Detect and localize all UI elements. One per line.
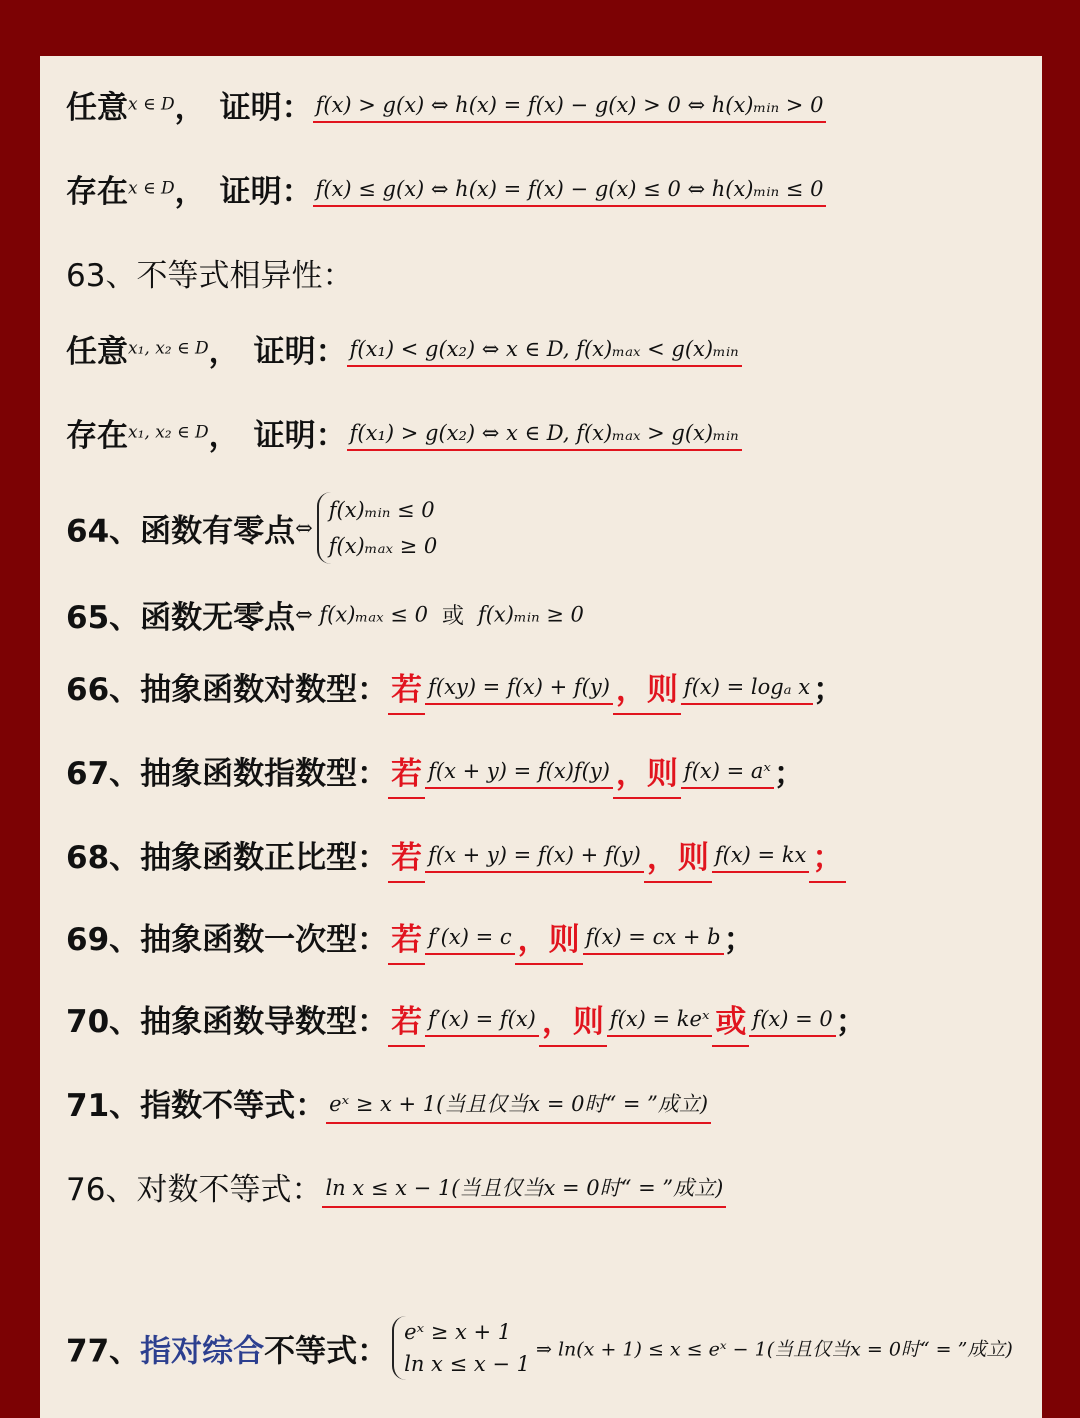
row-exist-x xyxy=(66,166,826,211)
then-keyword: 则 xyxy=(646,672,678,708)
condition: f(x + y) = f(x) + f(y) xyxy=(428,842,641,867)
heading-70-title: 70、抽象函数导数型： xyxy=(66,1004,389,1040)
formula: ⇒ ln(x + 1) ≤ x ≤ eˣ − 1(当且仅当x = 0时“ = ”成立) xyxy=(536,1338,1013,1361)
heading-77-number: 77、 xyxy=(66,1333,141,1370)
heading-71-title: 71、指数不等式： xyxy=(66,1088,327,1124)
heading-63-title: 63、不等式相异性： xyxy=(66,258,354,294)
if-keyword: 若 xyxy=(391,756,423,792)
if-keyword: 若 xyxy=(391,922,423,958)
label-exist: 存在 xyxy=(66,174,128,210)
label-exist: 存在 xyxy=(66,418,128,454)
comma: ， xyxy=(517,922,549,958)
formula: f(x₁) < g(x₂) ⇔ x ∈ D, f(x)ₘₐₓ < g(x)ₘᵢₙ xyxy=(349,336,739,361)
if-keyword: 若 xyxy=(391,840,423,876)
formula: f(x)ₘᵢₙ ≥ 0 xyxy=(477,602,584,627)
formula: eˣ ≥ x + 1(当且仅当x = 0时“ = ”成立) xyxy=(329,1091,709,1116)
row-any-x xyxy=(66,82,826,127)
label-any: 任意 xyxy=(66,90,128,126)
semicolon: ； xyxy=(723,922,755,958)
heading-68-title: 68、抽象函数正比型： xyxy=(66,840,389,876)
heading-71 xyxy=(66,1080,711,1125)
formula: f(x) ≤ g(x) ⇔ h(x) = f(x) − g(x) ≤ 0 ⇔ h(x)ₘᵢₙ ≤ 0 xyxy=(315,176,824,201)
semicolon: ； xyxy=(813,672,845,708)
system-line-2: f(x)ₘₐₓ ≥ 0 xyxy=(328,534,438,558)
condition: f(x + y) = f(x)f(y) xyxy=(428,758,610,783)
result: f(x) = keˣ xyxy=(609,1006,710,1031)
result: f(x) = logₐ x xyxy=(683,674,811,699)
heading-66 xyxy=(66,664,844,715)
row-any-x1-x2 xyxy=(66,326,742,371)
result-alt: f(x) = 0 xyxy=(752,1006,833,1031)
heading-77 xyxy=(66,1316,1013,1380)
label-any: 任意 xyxy=(66,334,128,370)
semicolon: ； xyxy=(773,756,805,792)
system-line-1: eˣ ≥ x + 1 xyxy=(404,1320,512,1344)
then-keyword: 则 xyxy=(548,922,580,958)
if-keyword: 若 xyxy=(391,672,423,708)
comma: ， xyxy=(174,90,206,126)
heading-65-title: 65、函数无零点 xyxy=(66,600,296,636)
heading-64 xyxy=(66,492,443,564)
comma: ， xyxy=(174,174,206,210)
cond-x-in-d: x ∈ D xyxy=(128,178,175,199)
label-prove: 证明： xyxy=(253,418,347,454)
comma: ， xyxy=(541,1004,573,1040)
heading-76-title: 76、对数不等式： xyxy=(66,1172,323,1208)
formula: ln x ≤ x − 1(当且仅当x = 0时“ = ”成立) xyxy=(325,1175,724,1200)
comma: ， xyxy=(208,418,240,454)
heading-69-title: 69、抽象函数一次型： xyxy=(66,922,389,958)
condition: f′(x) = c xyxy=(428,924,512,949)
comma: ， xyxy=(615,756,647,792)
if-keyword: 若 xyxy=(391,1004,423,1040)
heading-77-rest: 不等式： xyxy=(264,1333,389,1370)
label-prove: 证明： xyxy=(219,174,313,210)
formula: f(x) > g(x) ⇔ h(x) = f(x) − g(x) > 0 ⇔ h(x)ₘᵢₙ > 0 xyxy=(315,92,824,117)
cond-x1-x2: x₁, x₂ ∈ D xyxy=(128,338,209,359)
comma: ， xyxy=(615,672,647,708)
brace-system xyxy=(317,492,444,564)
result: f(x) = aˣ xyxy=(683,758,771,783)
or-text: 或 xyxy=(441,604,464,629)
then-keyword: 则 xyxy=(646,756,678,792)
then-keyword: 则 xyxy=(572,1004,604,1040)
or-keyword: 或 xyxy=(715,1004,747,1040)
condition: f′(x) = f(x) xyxy=(428,1006,536,1031)
equiv-arrow: ⇔ xyxy=(295,516,313,540)
label-prove: 证明： xyxy=(253,334,347,370)
condition: f(xy) = f(x) + f(y) xyxy=(428,674,610,699)
heading-70 xyxy=(66,996,867,1047)
semicolon: ； xyxy=(835,1004,867,1040)
row-exist-x1-x2 xyxy=(66,410,742,455)
formula: f(x₁) > g(x₂) ⇔ x ∈ D, f(x)ₘₐₓ > g(x)ₘᵢₙ xyxy=(349,420,739,445)
heading-68 xyxy=(66,832,846,883)
result: f(x) = kx xyxy=(714,842,807,867)
heading-66-title: 66、抽象函数对数型： xyxy=(66,672,389,708)
cond-x1-x2: x₁, x₂ ∈ D xyxy=(128,422,209,443)
then-keyword: 则 xyxy=(677,840,709,876)
semicolon: ； xyxy=(812,840,844,876)
formula: ⇔ f(x)ₘₐₓ ≤ 0 xyxy=(295,602,428,627)
comma: ， xyxy=(208,334,240,370)
system-line-2: ln x ≤ x − 1 xyxy=(404,1352,530,1376)
heading-63 xyxy=(66,250,353,295)
heading-67 xyxy=(66,748,805,799)
comma: ， xyxy=(646,840,678,876)
label-prove: 证明： xyxy=(219,90,313,126)
heading-65 xyxy=(66,592,584,637)
system-line-1: f(x)ₘᵢₙ ≤ 0 xyxy=(328,498,435,522)
brace-system xyxy=(392,1316,536,1380)
heading-67-title: 67、抽象函数指数型： xyxy=(66,756,389,792)
result: f(x) = cx + b xyxy=(585,924,721,949)
cond-x-in-d: x ∈ D xyxy=(128,94,175,115)
heading-76 xyxy=(66,1164,726,1209)
heading-77-highlight: 指对综合 xyxy=(140,1333,265,1370)
heading-69 xyxy=(66,914,755,965)
heading-64-title: 64、函数有零点 xyxy=(66,513,296,550)
